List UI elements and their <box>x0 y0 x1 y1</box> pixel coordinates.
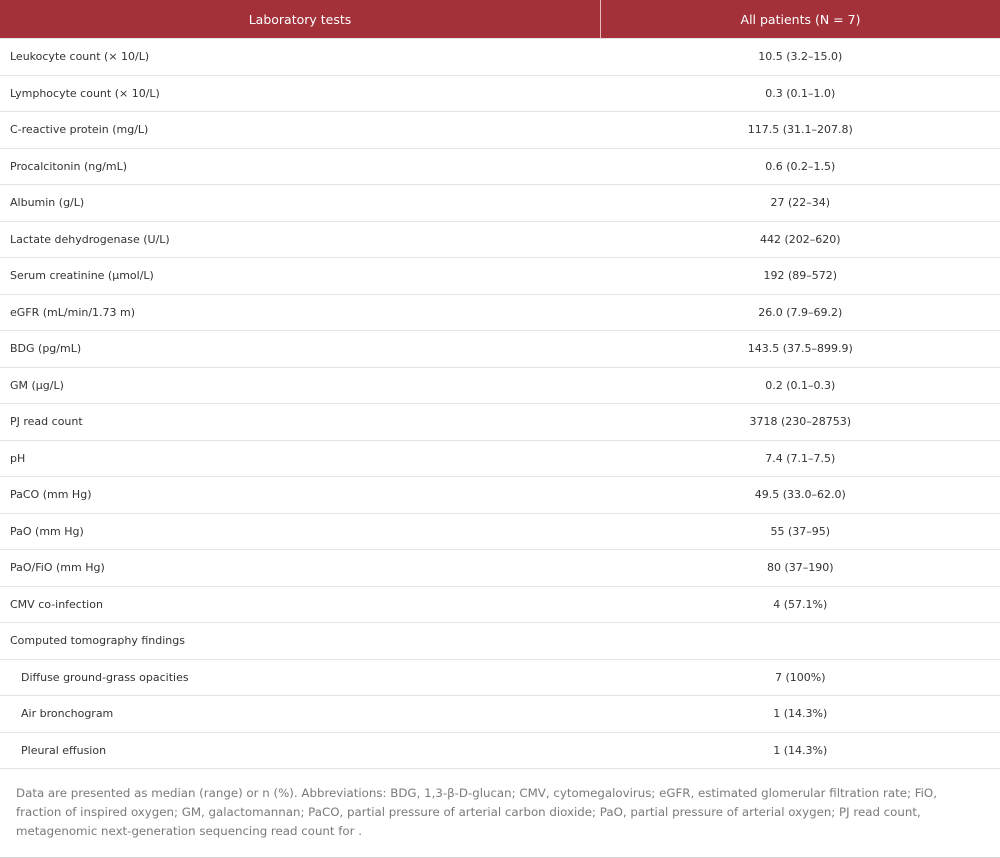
table-row <box>0 696 1000 733</box>
row-value: 192 (89–572) <box>601 258 1000 295</box>
row-value: 7 (100%) <box>601 659 1000 696</box>
row-label: Diffuse ground-grass opacities <box>0 659 601 696</box>
header-laboratory-tests: Laboratory tests <box>0 0 601 39</box>
row-label: eGFR (mL/min/1.73 m) <box>0 294 601 331</box>
row-label: PaO (mm Hg) <box>0 513 601 550</box>
row-label: Pleural effusion <box>0 732 601 769</box>
row-value: 49.5 (33.0–62.0) <box>601 477 1000 514</box>
row-label: pH <box>0 440 601 477</box>
row-label: CMV co-infection <box>0 586 601 623</box>
row-label: Albumin (g/L) <box>0 185 601 222</box>
row-value: 7.4 (7.1–7.5) <box>601 440 1000 477</box>
table-row <box>0 39 1000 76</box>
section-label: Computed tomography findings <box>0 623 601 660</box>
table-row <box>0 513 1000 550</box>
row-value: 80 (37–190) <box>601 550 1000 587</box>
header-all-patients: All patients (N = 7) <box>601 0 1000 39</box>
table-row <box>0 659 1000 696</box>
header-row <box>0 0 1000 39</box>
row-label: C-reactive protein (mg/L) <box>0 112 601 149</box>
row-value: 117.5 (31.1–207.8) <box>601 112 1000 149</box>
table-header <box>0 0 1000 39</box>
row-label: Leukocyte count (× 10/L) <box>0 39 601 76</box>
table-row <box>0 477 1000 514</box>
row-value: 3718 (230–28753) <box>601 404 1000 441</box>
row-label: Lactate dehydrogenase (U/L) <box>0 221 601 258</box>
table-row <box>0 185 1000 222</box>
table-row <box>0 112 1000 149</box>
table-row <box>0 440 1000 477</box>
table-row <box>0 221 1000 258</box>
table-row <box>0 404 1000 441</box>
row-value: 4 (57.1%) <box>601 586 1000 623</box>
row-value <box>601 623 1000 660</box>
table-row <box>0 550 1000 587</box>
row-label: PaCO (mm Hg) <box>0 477 601 514</box>
row-value: 442 (202–620) <box>601 221 1000 258</box>
table-row <box>0 258 1000 295</box>
row-label: Serum creatinine (μmol/L) <box>0 258 601 295</box>
table-row <box>0 732 1000 769</box>
table-body <box>0 39 1000 769</box>
table-row <box>0 148 1000 185</box>
row-label: PJ read count <box>0 404 601 441</box>
row-label: Procalcitonin (ng/mL) <box>0 148 601 185</box>
row-value: 10.5 (3.2–15.0) <box>601 39 1000 76</box>
table-row <box>0 294 1000 331</box>
table-row <box>0 367 1000 404</box>
row-value: 55 (37–95) <box>601 513 1000 550</box>
row-value: 0.2 (0.1–0.3) <box>601 367 1000 404</box>
row-value: 0.3 (0.1–1.0) <box>601 75 1000 112</box>
row-value: 1 (14.3%) <box>601 696 1000 733</box>
row-value: 26.0 (7.9–69.2) <box>601 294 1000 331</box>
row-value: 1 (14.3%) <box>601 732 1000 769</box>
table-row <box>0 331 1000 368</box>
row-value: 27 (22–34) <box>601 185 1000 222</box>
table-row <box>0 75 1000 112</box>
row-label: PaO/FiO (mm Hg) <box>0 550 601 587</box>
row-label: BDG (pg/mL) <box>0 331 601 368</box>
row-value: 143.5 (37.5–899.9) <box>601 331 1000 368</box>
row-value: 0.6 (0.2–1.5) <box>601 148 1000 185</box>
table-row <box>0 586 1000 623</box>
row-label: Air bronchogram <box>0 696 601 733</box>
section-row <box>0 623 1000 660</box>
row-label: Lymphocyte count (× 10/L) <box>0 75 601 112</box>
table-footnote: Data are presented as median (range) or n (%). Abbreviations: BDG, 1,3-β-D-glucan; CMV, cytomegalovirus; eGFR, estimated glomerular filtration rate; FiO, fraction of inspired oxygen; GM, galactomannan; PaCO, partial pressure of arterial carbon dioxide; PaO, partial pressure of arterial oxygen; PJ read count, metagenomic next-generation sequencing read count for . <box>0 769 1000 858</box>
row-label: GM (μg/L) <box>0 367 601 404</box>
